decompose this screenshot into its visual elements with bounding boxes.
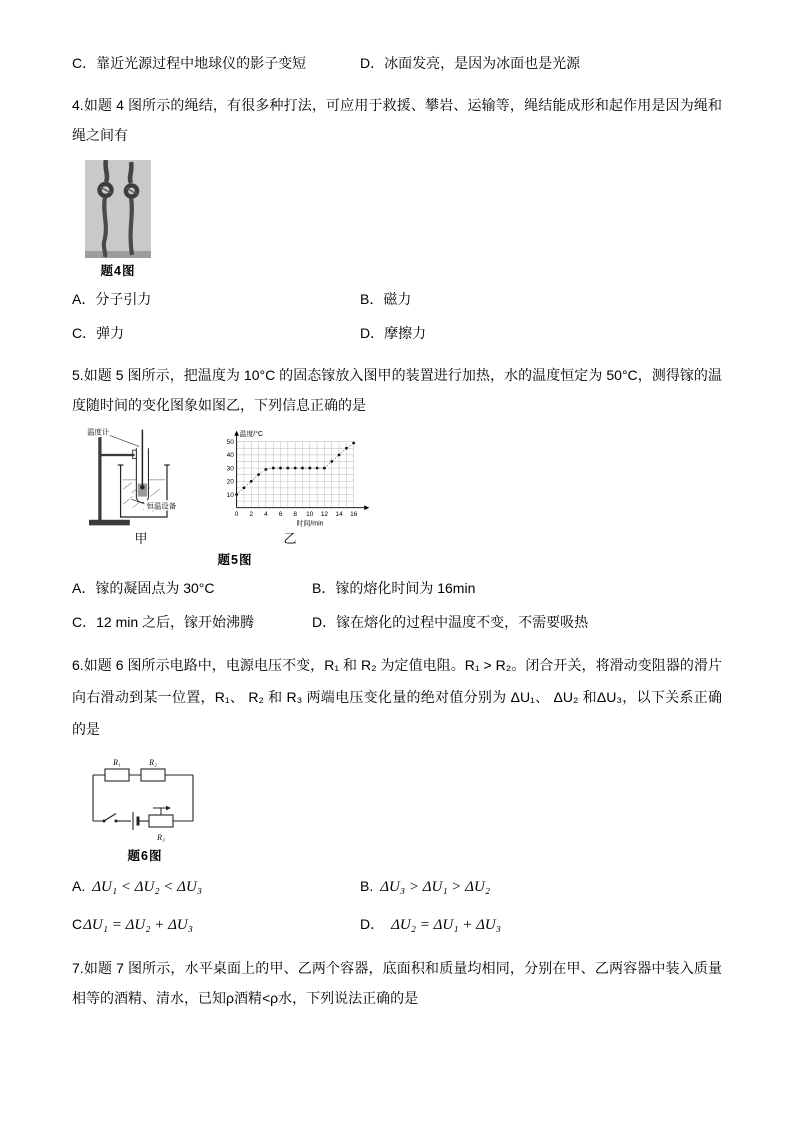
resistor-r1-label: R₁ bbox=[113, 758, 121, 767]
q5-option-d: D．镓在熔化的过程中温度不变，不需要吸热 bbox=[312, 614, 589, 630]
svg-text:10: 10 bbox=[226, 491, 234, 499]
prev-option-c: C．靠近光源过程中地球仪的影子变短 bbox=[72, 55, 307, 71]
q4-option-c: C．弹力 bbox=[72, 325, 125, 341]
question-4-stem: 4.如题 4 图所示的绳结，有很多种打法，可应用于救援、攀岩、运输等，绳结能成形和起作用是因为绳和绳之间有 bbox=[72, 97, 722, 143]
constant-temp-device-label: 恒温设备 bbox=[146, 501, 177, 511]
heating-apparatus-drawing bbox=[85, 426, 197, 530]
svg-text:2: 2 bbox=[249, 511, 254, 519]
svg-text:10: 10 bbox=[306, 511, 314, 519]
q6-option-c-formula: ΔU₁ = ΔU₂ + ΔU₃ bbox=[83, 917, 193, 933]
figure-5 bbox=[85, 426, 385, 568]
q6-option-b-label: B. bbox=[360, 878, 374, 894]
q6-option-a bbox=[72, 871, 360, 902]
q5-option-c: C．12 min 之后，镓开始沸腾 bbox=[72, 614, 255, 630]
q6-option-d-label: D． bbox=[360, 916, 385, 932]
prev-option-d: D．冰面发亮，是因为冰面也是光源 bbox=[360, 55, 581, 71]
figure-4-knot bbox=[85, 160, 151, 279]
svg-text:16: 16 bbox=[350, 511, 358, 519]
knot-photo bbox=[85, 160, 151, 258]
q4-options-row-1 bbox=[72, 286, 722, 313]
figure-6-caption: 题6图 bbox=[127, 849, 163, 863]
figure-5-left-sublabel: 甲 bbox=[134, 531, 148, 546]
rheostat-r3-label: R₃ bbox=[157, 833, 165, 842]
q6-option-a-formula: ΔU₁ < ΔU₂ < ΔU₃ bbox=[92, 879, 203, 895]
thermometer-label: 温度计 bbox=[87, 427, 110, 437]
temperature-time-graph bbox=[205, 426, 375, 530]
svg-text:4: 4 bbox=[264, 511, 268, 519]
figure-6-circuit bbox=[85, 755, 205, 864]
prev-question-options bbox=[72, 50, 722, 77]
q6-option-b bbox=[360, 871, 722, 902]
figure-5-graph bbox=[205, 426, 375, 547]
q4-option-a: A．分子引力 bbox=[72, 291, 152, 307]
q6-option-d bbox=[360, 909, 722, 940]
q4-option-d: D．摩擦力 bbox=[360, 325, 427, 341]
figure-4-caption: 题4图 bbox=[100, 264, 136, 278]
svg-text:30: 30 bbox=[226, 465, 234, 473]
resistor-r2-label: R₂ bbox=[149, 758, 157, 767]
svg-text:50: 50 bbox=[226, 438, 234, 446]
figure-5-caption: 题5图 bbox=[217, 553, 253, 567]
q6-option-c bbox=[72, 909, 360, 940]
question-5-stem: 5.如题 5 图所示，把温度为 10°C 的固态镓放入图甲的装置进行加热，水的温度恒定为 50°C，测得镓的温度随时间的变化图象如图乙，下列信息正确的是 bbox=[72, 367, 722, 413]
svg-text:8: 8 bbox=[293, 511, 297, 519]
question-7-stem: 7.如题 7 图所示，水平桌面上的甲、乙两个容器，底面积和质量均相同，分别在甲、乙两容器中装入质量相等的酒精、清水，已知ρ酒精<ρ水，下列说法正确的是 bbox=[72, 960, 722, 1006]
q4-options-row-2 bbox=[72, 320, 722, 347]
svg-text:温度/°C: 温度/°C bbox=[239, 431, 264, 439]
svg-text:20: 20 bbox=[226, 478, 234, 486]
circuit-diagram bbox=[85, 755, 203, 843]
question-6-stem: 6.如题 6 图所示电路中，电源电压不变，R₁ 和 R₂ 为定值电阻。R₁ > R₂。闭合开关，将滑动变阻器的滑片向右滑动到某一位置，R₁、 R₂ 和 R₃ 两端电压变化量的绝对值分别为 ΔU₁、 ΔU₂ 和ΔU₃，以下关系正确的是 bbox=[72, 657, 722, 737]
q6-options-row-1 bbox=[72, 871, 722, 902]
svg-text:0: 0 bbox=[234, 511, 239, 519]
q5-option-a: A．镓的凝固点为 30°C bbox=[72, 580, 215, 596]
q6-option-d-formula: ΔU₂ = ΔU₁ + ΔU₃ bbox=[391, 917, 501, 933]
svg-text:12: 12 bbox=[320, 511, 329, 519]
svg-text:6: 6 bbox=[278, 511, 283, 519]
q4-option-b: B．磁力 bbox=[360, 291, 412, 307]
svg-text:时间/min: 时间/min bbox=[296, 520, 324, 528]
q6-options-row-2 bbox=[72, 909, 722, 940]
q5-option-b: B．镓的熔化时间为 16min bbox=[312, 580, 476, 596]
q6-option-c-label: C bbox=[72, 916, 83, 932]
svg-text:40: 40 bbox=[226, 452, 234, 460]
figure-5-apparatus bbox=[85, 426, 197, 547]
svg-text:14: 14 bbox=[335, 511, 343, 519]
q5-options-row-1 bbox=[72, 575, 722, 602]
q5-options-row-2 bbox=[72, 609, 722, 636]
q6-option-b-formula: ΔU₃ > ΔU₁ > ΔU₂ bbox=[380, 879, 491, 895]
q6-option-a-label: A. bbox=[72, 878, 86, 894]
figure-5-right-sublabel: 乙 bbox=[283, 531, 297, 546]
